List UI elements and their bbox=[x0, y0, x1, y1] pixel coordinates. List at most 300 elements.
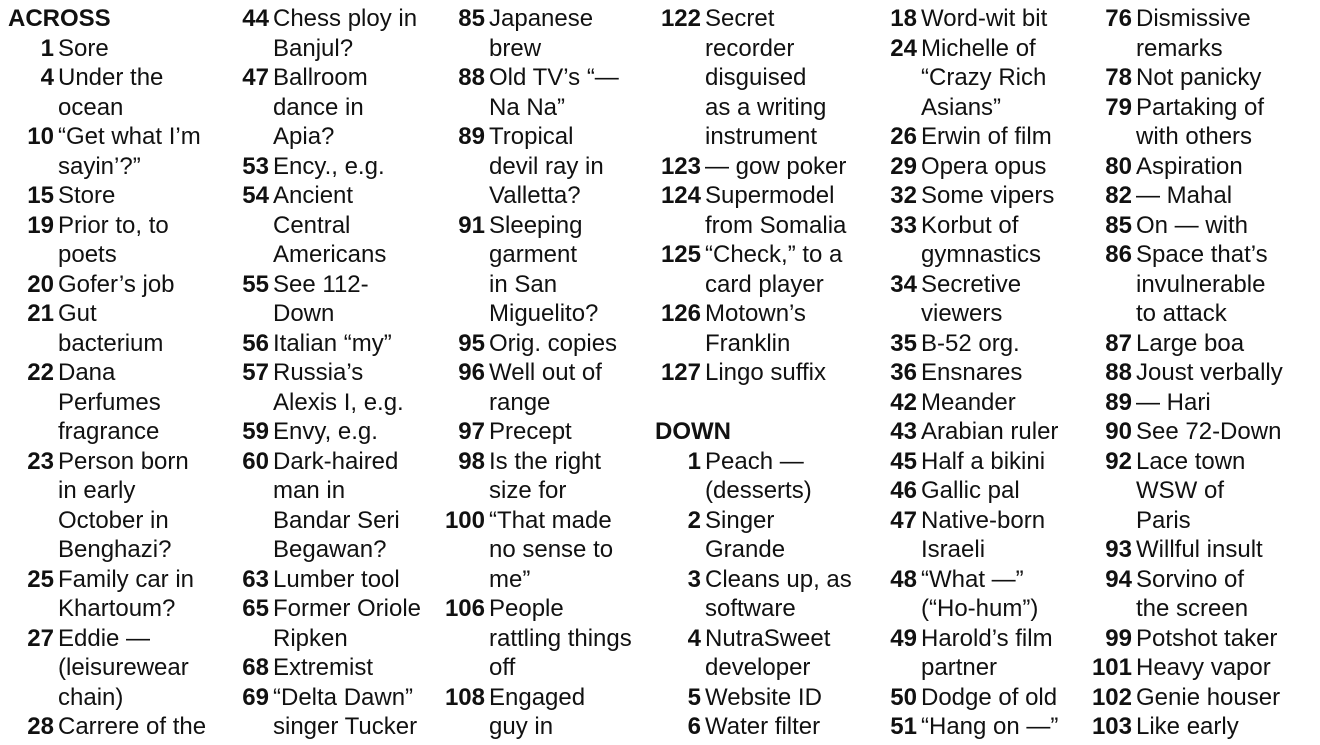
clue-text-line: — gow poker bbox=[705, 152, 847, 180]
clue-text-line: Ency., e.g. bbox=[273, 152, 385, 180]
clue-item bbox=[655, 683, 852, 713]
clue-text bbox=[273, 447, 421, 565]
clue-number: 26 bbox=[890, 123, 917, 150]
clue-text-line: Americans bbox=[273, 241, 387, 268]
clue-text-line: Website ID bbox=[705, 683, 822, 711]
clue-text-line: NutraSweet bbox=[705, 624, 831, 652]
clue-item bbox=[1086, 653, 1283, 683]
clue-text-line: Secret bbox=[705, 5, 775, 32]
clue-item bbox=[1086, 329, 1283, 359]
clue-text-line: to attack bbox=[1136, 300, 1227, 327]
clue-text bbox=[1136, 653, 1283, 683]
clue-text-line: Lumber tool bbox=[273, 565, 400, 593]
clue-text bbox=[58, 299, 206, 358]
clue-item bbox=[655, 4, 852, 152]
clue-number: 27 bbox=[27, 624, 54, 652]
clue-text-line: Native-born bbox=[921, 506, 1046, 534]
clue-item bbox=[223, 653, 421, 683]
clue-item bbox=[439, 358, 632, 417]
clue-column-3 bbox=[439, 4, 632, 742]
clue-text bbox=[921, 270, 1058, 329]
clue-text-line: chain) bbox=[58, 683, 124, 711]
clue-text-line: Na Na” bbox=[489, 93, 566, 121]
clue-number: 19 bbox=[27, 211, 54, 239]
clue-text bbox=[1136, 417, 1283, 447]
clue-number: 22 bbox=[27, 359, 54, 386]
clue-text bbox=[58, 122, 206, 181]
clue-number: 57 bbox=[242, 359, 269, 386]
clue-number: 36 bbox=[890, 359, 917, 386]
clue-text-line: with others bbox=[1136, 123, 1253, 150]
clue-text bbox=[489, 358, 632, 417]
clue-text bbox=[489, 447, 632, 506]
clue-number: 92 bbox=[1105, 447, 1132, 475]
clue-item bbox=[1086, 211, 1283, 241]
clue-text-line: devil ray in bbox=[489, 152, 604, 180]
clue-text-line: remarks bbox=[1136, 34, 1223, 62]
clue-text bbox=[1136, 683, 1283, 713]
clue-text bbox=[1136, 181, 1283, 211]
clue-text-line: Heavy vapor bbox=[1136, 654, 1271, 681]
clue-text bbox=[921, 447, 1058, 477]
section-heading-down: DOWN bbox=[655, 418, 731, 445]
clue-text-line: Chess ploy in bbox=[273, 5, 418, 32]
clue-text bbox=[58, 63, 206, 122]
clue-item bbox=[439, 4, 632, 63]
clue-item bbox=[871, 270, 1058, 329]
clue-item bbox=[655, 624, 852, 683]
clue-number: 32 bbox=[890, 182, 917, 209]
clue-text-line: range bbox=[489, 388, 551, 416]
clue-text-line: Banjul? bbox=[273, 34, 354, 62]
clue-text-line: Sorvino of bbox=[1136, 565, 1245, 593]
clue-text-line: Lingo suffix bbox=[705, 359, 826, 386]
clue-text-line: Half a bikini bbox=[921, 447, 1046, 475]
clue-item bbox=[8, 358, 206, 447]
clue-number: 5 bbox=[687, 683, 701, 711]
clue-item bbox=[8, 565, 206, 624]
clue-number: 85 bbox=[458, 5, 485, 32]
clue-item bbox=[223, 447, 421, 565]
clue-item bbox=[223, 63, 421, 152]
clue-number: 47 bbox=[890, 506, 917, 534]
clue-text-line: disguised bbox=[705, 64, 807, 91]
clue-number: 94 bbox=[1105, 565, 1132, 593]
clue-item bbox=[1086, 417, 1283, 447]
clue-item bbox=[871, 624, 1058, 683]
clue-text-line: Michelle of bbox=[921, 34, 1036, 62]
clue-text-line: card player bbox=[705, 270, 824, 298]
clue-text-line: Erwin of film bbox=[921, 123, 1052, 150]
clue-text-line: garment bbox=[489, 241, 578, 268]
clue-text bbox=[489, 63, 632, 122]
clue-number: 127 bbox=[660, 359, 701, 386]
clue-text-line: — Mahal bbox=[1136, 182, 1233, 209]
clue-text bbox=[1136, 63, 1283, 93]
clue-text-line: “That made bbox=[489, 506, 612, 534]
clue-column-5 bbox=[871, 4, 1058, 742]
clue-number: 47 bbox=[242, 64, 269, 91]
clue-text-line: from Somalia bbox=[705, 211, 847, 239]
clue-text-line: Family car in bbox=[58, 565, 195, 593]
clue-number: 45 bbox=[890, 447, 917, 475]
clue-text-line: Genie houser bbox=[1136, 683, 1281, 711]
clue-text-line: me” bbox=[489, 565, 531, 593]
clue-text-line: Is the right bbox=[489, 447, 602, 475]
clue-item bbox=[1086, 565, 1283, 624]
clue-text bbox=[705, 565, 852, 624]
clue-text-line: software bbox=[705, 595, 796, 622]
clue-number: 97 bbox=[458, 418, 485, 445]
clue-number: 60 bbox=[242, 447, 269, 475]
clue-number: 124 bbox=[660, 182, 701, 209]
clue-text bbox=[1136, 4, 1283, 63]
clue-number: 59 bbox=[242, 418, 269, 445]
clue-text-line: Lace town bbox=[1136, 447, 1246, 475]
clue-text-line: Old TV’s “— bbox=[489, 64, 619, 91]
clue-text bbox=[921, 388, 1058, 418]
clue-item bbox=[439, 211, 632, 329]
clue-item bbox=[8, 122, 206, 181]
clue-text bbox=[58, 358, 206, 447]
clue-text bbox=[705, 624, 852, 683]
clue-item bbox=[871, 417, 1058, 447]
clue-number: 93 bbox=[1105, 536, 1132, 563]
clue-text-line: October in bbox=[58, 506, 169, 534]
clue-text-line: Apia? bbox=[273, 123, 335, 150]
clue-item bbox=[1086, 535, 1283, 565]
clue-text-line: ocean bbox=[58, 93, 124, 121]
clue-text-line: Aspiration bbox=[1136, 152, 1243, 180]
clue-text bbox=[705, 240, 852, 299]
clue-text bbox=[1136, 329, 1283, 359]
clue-item bbox=[655, 299, 852, 358]
clue-text-line: Russia’s bbox=[273, 359, 364, 386]
clue-text-line: fragrance bbox=[58, 418, 160, 445]
clue-text-line: Arabian ruler bbox=[921, 418, 1059, 445]
clue-text bbox=[273, 358, 421, 417]
clue-number: 91 bbox=[458, 211, 485, 239]
clue-text-line: Not panicky bbox=[1136, 64, 1262, 91]
clue-text-line: Cleans up, as bbox=[705, 565, 852, 593]
clue-number: 28 bbox=[27, 713, 54, 740]
clue-text bbox=[1136, 93, 1283, 152]
clue-number: 80 bbox=[1105, 152, 1132, 180]
clue-text bbox=[489, 683, 632, 742]
clue-item bbox=[1086, 447, 1283, 536]
clue-text-line: Like early bbox=[1136, 713, 1239, 740]
clue-text-line: singer Tucker bbox=[273, 713, 418, 740]
clue-text bbox=[921, 506, 1058, 565]
clue-text bbox=[58, 624, 206, 713]
clue-number: 50 bbox=[890, 683, 917, 711]
clue-number: 69 bbox=[242, 683, 269, 711]
clue-text-line: as a writing bbox=[705, 93, 827, 121]
clue-column-6 bbox=[1086, 4, 1283, 742]
clue-number: 68 bbox=[242, 654, 269, 681]
clue-text-line: Meander bbox=[921, 388, 1016, 416]
clue-number: 4 bbox=[40, 64, 54, 91]
clue-item bbox=[439, 329, 632, 359]
clue-text-line: invulnerable bbox=[1136, 270, 1266, 298]
clue-text bbox=[921, 34, 1058, 123]
clue-text-line: Water filter bbox=[705, 713, 821, 740]
clue-text-line: Supermodel bbox=[705, 182, 835, 209]
clue-number: 20 bbox=[27, 270, 54, 298]
clue-text-line: Dismissive bbox=[1136, 5, 1251, 32]
clue-number: 102 bbox=[1091, 683, 1132, 711]
clue-text-line: See 72-Down bbox=[1136, 418, 1282, 445]
clue-text bbox=[58, 270, 206, 300]
clue-number: 103 bbox=[1091, 713, 1132, 740]
clue-text-line: “Hang on —” bbox=[921, 713, 1059, 740]
clue-number: 46 bbox=[890, 477, 917, 504]
clue-item bbox=[871, 388, 1058, 418]
clue-text bbox=[58, 565, 206, 624]
clue-number: 43 bbox=[890, 418, 917, 445]
clue-item bbox=[439, 447, 632, 506]
clue-item bbox=[8, 447, 206, 565]
clue-number: 54 bbox=[242, 182, 269, 209]
clue-number: 10 bbox=[27, 123, 54, 150]
clue-text bbox=[921, 358, 1058, 388]
clue-text-line: Some vipers bbox=[921, 182, 1055, 209]
clue-text-line: Valletta? bbox=[489, 182, 581, 209]
clue-text bbox=[1136, 565, 1283, 624]
clue-number: 85 bbox=[1105, 211, 1132, 239]
clue-item bbox=[871, 476, 1058, 506]
clue-item bbox=[8, 299, 206, 358]
clue-item bbox=[1086, 683, 1283, 713]
clue-number: 21 bbox=[27, 300, 54, 327]
clue-text bbox=[921, 712, 1058, 742]
clue-item bbox=[655, 506, 852, 565]
clue-text-line: Japanese bbox=[489, 5, 594, 32]
clue-text-line: On — with bbox=[1136, 211, 1249, 239]
clue-text-line: brew bbox=[489, 34, 542, 62]
clue-text bbox=[489, 122, 632, 211]
clue-number: 125 bbox=[660, 241, 701, 268]
clue-text-line: Person born bbox=[58, 447, 189, 475]
clue-text bbox=[921, 624, 1058, 683]
clue-item bbox=[1086, 93, 1283, 152]
clue-text-line: Ensnares bbox=[921, 359, 1023, 386]
clue-text bbox=[921, 683, 1058, 713]
clue-item bbox=[655, 447, 852, 506]
clue-text-line: Perfumes bbox=[58, 388, 161, 416]
clue-text-line: Extremist bbox=[273, 654, 374, 681]
clue-number: 1 bbox=[687, 447, 701, 475]
clue-text bbox=[921, 565, 1058, 624]
clue-text-line: size for bbox=[489, 477, 567, 504]
clue-item bbox=[8, 181, 206, 211]
clue-text bbox=[273, 594, 421, 653]
clue-item bbox=[871, 211, 1058, 270]
clue-text bbox=[705, 447, 852, 506]
clue-text-line: Down bbox=[273, 300, 335, 327]
clue-text-line: Singer bbox=[705, 506, 775, 534]
clue-number: 2 bbox=[687, 506, 701, 534]
clue-item bbox=[8, 624, 206, 713]
clue-text-line: dance in bbox=[273, 93, 364, 121]
clue-column-4 bbox=[655, 4, 852, 742]
clue-number: 29 bbox=[890, 152, 917, 180]
clue-text-line: Under the bbox=[58, 64, 164, 91]
clue-number: 35 bbox=[890, 329, 917, 357]
clue-text bbox=[921, 329, 1058, 359]
clue-text-line: Benghazi? bbox=[58, 536, 172, 563]
clue-text bbox=[1136, 624, 1283, 654]
clue-number: 122 bbox=[660, 5, 701, 32]
clue-number: 95 bbox=[458, 329, 485, 357]
clue-item bbox=[1086, 358, 1283, 388]
clue-text-line: Dana bbox=[58, 359, 116, 386]
clue-item bbox=[223, 270, 421, 329]
clue-text-line: Harold’s film bbox=[921, 624, 1053, 652]
clue-column-2 bbox=[223, 4, 421, 742]
clue-text-line: (desserts) bbox=[705, 477, 812, 504]
clue-text bbox=[921, 4, 1058, 34]
clue-number: 1 bbox=[40, 34, 54, 62]
clue-text bbox=[489, 506, 632, 595]
clue-text-line: Ancient bbox=[273, 182, 354, 209]
clue-item bbox=[1086, 388, 1283, 418]
clue-text-line: Sore bbox=[58, 34, 109, 62]
clue-text bbox=[921, 181, 1058, 211]
clue-text bbox=[273, 270, 421, 329]
clue-text-line: Peach — bbox=[705, 447, 804, 475]
clue-number: 18 bbox=[890, 5, 917, 32]
clue-item bbox=[8, 712, 206, 742]
clue-text bbox=[1136, 240, 1283, 329]
clue-number: 100 bbox=[444, 506, 485, 534]
clue-number: 88 bbox=[458, 64, 485, 91]
clue-item bbox=[439, 683, 632, 742]
clue-number: 78 bbox=[1105, 64, 1132, 91]
clue-text bbox=[921, 122, 1058, 152]
clue-text bbox=[921, 152, 1058, 182]
clue-item bbox=[1086, 240, 1283, 329]
clue-item bbox=[655, 712, 852, 742]
clue-number: 106 bbox=[444, 595, 485, 622]
clue-number: 99 bbox=[1105, 624, 1132, 652]
clue-text-line: Opera opus bbox=[921, 152, 1047, 180]
clue-text-line: Motown’s bbox=[705, 300, 806, 327]
clue-text-line: sayin’?” bbox=[58, 152, 141, 180]
clue-text-line: viewers bbox=[921, 300, 1003, 327]
clue-text bbox=[58, 211, 206, 270]
clue-item bbox=[8, 270, 206, 300]
clue-text-line: bacterium bbox=[58, 329, 164, 357]
clue-text-line: instrument bbox=[705, 123, 818, 150]
clue-text-line: Ballroom bbox=[273, 64, 368, 91]
clue-number: 48 bbox=[890, 565, 917, 593]
clue-text-line: Sleeping bbox=[489, 211, 583, 239]
clue-item bbox=[223, 565, 421, 595]
clue-number: 44 bbox=[242, 5, 269, 32]
clue-text bbox=[489, 329, 632, 359]
clue-number: 25 bbox=[27, 565, 54, 593]
clue-number: 49 bbox=[890, 624, 917, 652]
clue-item bbox=[1086, 4, 1283, 63]
clue-text bbox=[1136, 358, 1283, 388]
clue-text bbox=[1136, 152, 1283, 182]
clue-text-line: Italian “my” bbox=[273, 329, 392, 357]
clue-text-line: no sense to bbox=[489, 536, 614, 563]
clue-number: 55 bbox=[242, 270, 269, 298]
clue-text bbox=[705, 712, 852, 742]
clue-text-line: “Get what I’m bbox=[58, 123, 201, 150]
clue-text-line: Prior to, to bbox=[58, 211, 169, 239]
clue-item bbox=[439, 417, 632, 447]
clue-item bbox=[223, 417, 421, 447]
clue-number: 53 bbox=[242, 152, 269, 180]
clue-item bbox=[1086, 181, 1283, 211]
clue-text-line: Ripken bbox=[273, 624, 348, 652]
clue-text bbox=[705, 506, 852, 565]
clue-item bbox=[655, 181, 852, 240]
clue-text bbox=[1136, 211, 1283, 241]
clue-text bbox=[705, 683, 852, 713]
clue-item bbox=[655, 152, 852, 182]
clue-text bbox=[273, 417, 421, 447]
clue-text bbox=[489, 417, 632, 447]
clue-text-line: — Hari bbox=[1136, 388, 1211, 416]
clue-text-line: Willful insult bbox=[1136, 536, 1263, 563]
clue-item bbox=[8, 34, 206, 64]
clue-text bbox=[58, 447, 206, 565]
clue-text-line: poets bbox=[58, 241, 117, 268]
clue-item bbox=[1086, 152, 1283, 182]
clue-number: 90 bbox=[1105, 418, 1132, 445]
clue-text-line: Tropical bbox=[489, 123, 574, 150]
clue-item bbox=[871, 122, 1058, 152]
clue-number: 86 bbox=[1105, 241, 1132, 268]
clue-text bbox=[273, 4, 421, 63]
clue-text-line: Gut bbox=[58, 300, 97, 327]
clue-number: 89 bbox=[458, 123, 485, 150]
clue-text-line: Precept bbox=[489, 418, 572, 445]
clue-text-line: Alexis I, e.g. bbox=[273, 388, 404, 416]
clue-text bbox=[1136, 712, 1283, 742]
clue-text-line: Gallic pal bbox=[921, 477, 1020, 504]
clue-text-line: (“Ho-hum”) bbox=[921, 595, 1039, 622]
clue-text-line: B-52 org. bbox=[921, 329, 1020, 357]
clue-column-1 bbox=[8, 4, 206, 742]
clue-text-line: Potshot taker bbox=[1136, 624, 1278, 652]
clue-text-line: Gofer’s job bbox=[58, 270, 175, 298]
clue-text bbox=[1136, 447, 1283, 536]
clue-item bbox=[439, 122, 632, 211]
clue-text bbox=[273, 329, 421, 359]
clue-number: 98 bbox=[458, 447, 485, 475]
clue-item bbox=[871, 506, 1058, 565]
clue-text-line: Large boa bbox=[1136, 329, 1245, 357]
clue-item bbox=[223, 594, 421, 653]
clue-text-line: Eddie — bbox=[58, 624, 151, 652]
clue-text-line: Asians” bbox=[921, 93, 1002, 121]
clue-number: 3 bbox=[687, 565, 701, 593]
clue-item bbox=[655, 565, 852, 624]
clue-text-line: gymnastics bbox=[921, 241, 1042, 268]
clue-text bbox=[58, 712, 206, 742]
clue-number: 123 bbox=[660, 152, 701, 180]
clue-text-line: Khartoum? bbox=[58, 595, 176, 622]
clue-text bbox=[273, 181, 421, 270]
clue-text bbox=[705, 152, 852, 182]
clue-item bbox=[223, 152, 421, 182]
clue-item bbox=[439, 63, 632, 122]
